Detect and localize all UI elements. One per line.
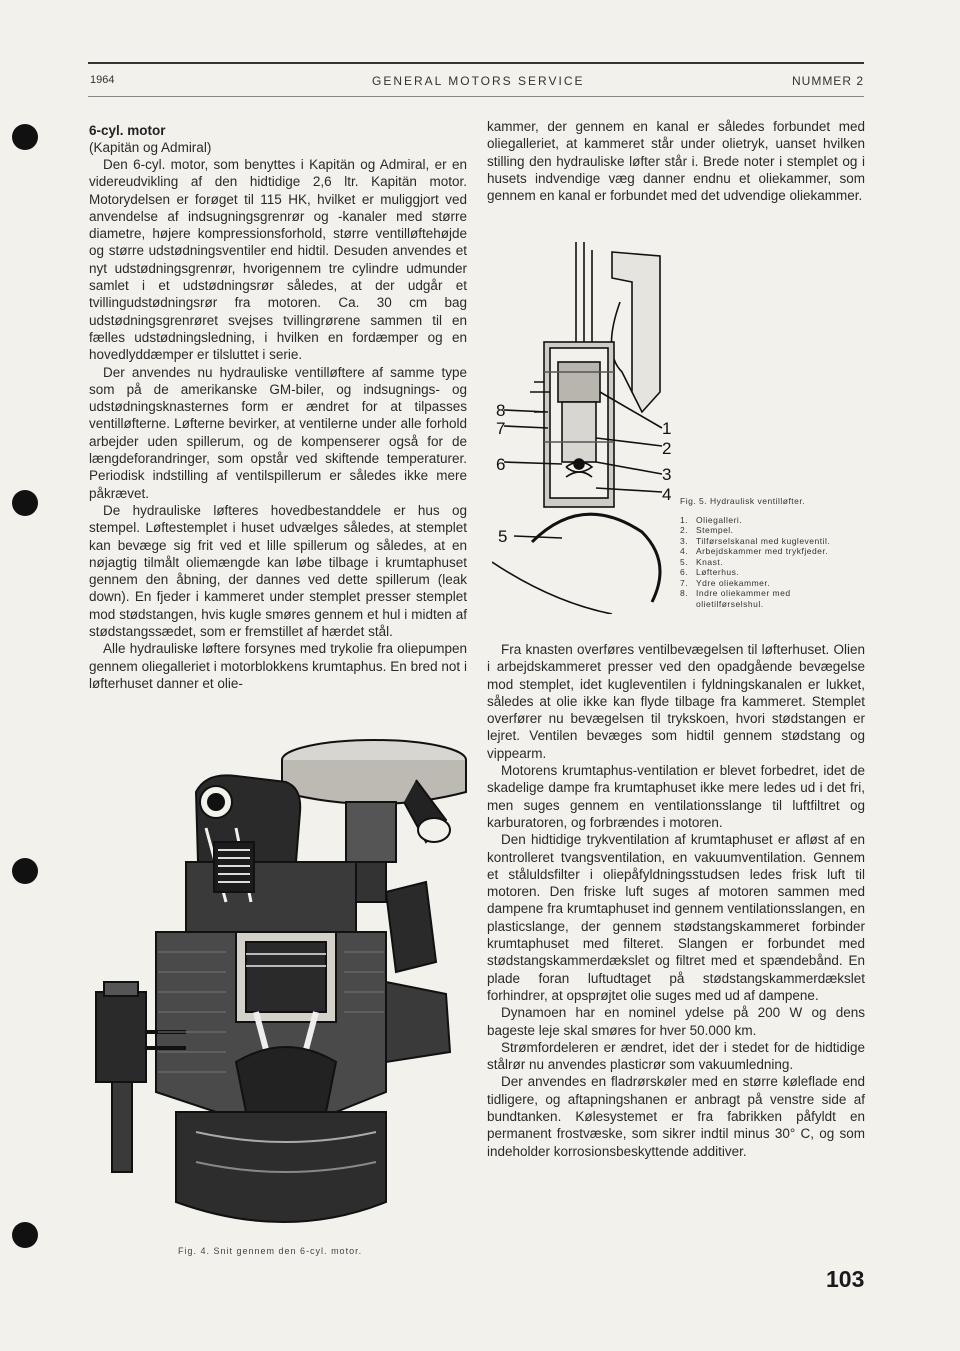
callout-label: 5: [498, 527, 508, 546]
callout-label: 7: [496, 419, 506, 438]
figure-5-caption: [680, 496, 860, 609]
callout-label: 6: [496, 455, 506, 474]
callout-label: 1: [662, 419, 672, 438]
legend-item: 6. Løfterhus.: [680, 567, 740, 577]
section-heading: 6-cyl. motor: [89, 123, 166, 138]
legend-item: 2. Stempel.: [680, 525, 734, 535]
punch-hole: [12, 490, 38, 516]
legend-item: 3. Tilførselskanal med kugleventil.: [680, 535, 831, 546]
paragraph: Den 6-cyl. motor, som benyttes i Kapitän og Admiral, er en videreudvikling af den hidtidige 2,6 ltr. Kapitän motor. Motorydelsen er forøget til 115 HK, hvilket er muliggjort ved anvendelse af indsugningsgrenrør og -kanaler med større diametre, højere kompressionsforhold, større ventilløftehøjde og større udstødningsventiler end hidtil. Desuden anvendes et nyt udstødningsgrenrør, hvorigennem tre cylindre udmunder samlet i et udstødningsrør således, at der udgår et tvillingudstødningsrør fra motoren. Ca. 30 cm bag udstødningsgrenrøret svejses tvillingrørene sammen til en fælles udstødningsledning, i hvilken en fordæmper og en hovedlyddæmper er tilsluttet i serie.: [89, 157, 467, 363]
paragraph: Der anvendes nu hydrauliske ventilløftere af samme type som på de amerikanske GM-biler, og indsugnings- og udstødningsknasternes form er ændret for at tilpasses ventilløfterne. Løfterne bevirker, at ventilerne under alle forhold arbejder uden spillerum, og de kompenserer også for de længdeforandringer, som opstår ved skiftende temperaturer. Periodisk indstilling af ventilspillerum er således ikke mere påkrævet.: [89, 364, 467, 501]
figure-5-legend: [680, 515, 860, 610]
punch-hole: [12, 858, 38, 884]
callout-label: 8: [496, 401, 506, 420]
header-rule-bottom: [88, 96, 864, 97]
header-issue: NUMMER 2: [791, 74, 864, 88]
right-column-top: [487, 118, 865, 204]
paragraph: kammer, der gennem en kanal er således forbundet med oliegalleriet, at kammeret står under olietryk, uanset hvilken stilling den hydrauliske løfter står i. Brede noter i stemplet og i husets indvendige væg danner endnu et oliekammer, som gennem en kanal er forbundet med det udvendige oliekammer.: [487, 119, 865, 204]
engine-cutaway-figure: [86, 732, 470, 1244]
paragraph: De hydrauliske løfteres hovedbestanddele er hus og stempel. Løftestemplet i huset udvælges således, at stemplet kan bevæge sig frit ved et lille spillerum og således, at en nøjagtig tilmålt oliemængde kan løbe tilbage i krumtaphuset gennem den åbning, der dannes ved dette spillerum (leak down). En fjeder i kammeret under stemplet presser stemplet mod stødstangen, hvis kugle smøres gennem et hul i midten af stødstangssædet, som er fremstillet af hærdet stål.: [89, 502, 467, 640]
figure-5-title: Fig. 5. Hydraulisk ventilløfter.: [680, 496, 806, 506]
header-rule-top: [88, 62, 864, 64]
callout-label: 2: [662, 439, 672, 458]
figure-4-caption: Fig. 4. Snit gennem den 6-cyl. motor.: [178, 1246, 363, 1256]
paragraph: Strømfordeleren er ændret, idet der i stedet for de hidtidige stålrør nu anvendes plasticrør som vakuumledning.: [487, 1039, 865, 1073]
paragraph: Fra knasten overføres ventilbevægelsen til løfterhuset. Olien i arbejdskammeret presser ved den opadgående bevægelse mod stemplet, idet kugleventilen i fyldningskanalen er lukket, således at olie ikke kan flyde tilbage fra kammeret. Stemplet overfører nu bevægelsen til trykskoen, hvori stødstangen er lejret. Ventilen bevæges som hidtil gennem stødstang og vippearm.: [487, 642, 865, 761]
legend-item: 4. Arbejdskammer med trykfjeder.: [680, 546, 829, 556]
paragraph: Alle hydrauliske løftere forsynes med trykolie fra oliepumpen gennem oliegalleriet i motorblokkens krumtaphus. En bred not i løfterhuset danner et olie-: [89, 641, 467, 691]
paragraph: Dynamoen har en nominel ydelse på 200 W og dens bageste leje skal smøres for hver 50.000 km.: [487, 1005, 865, 1038]
header-title: GENERAL MOTORS SERVICE: [372, 74, 585, 88]
section-subheading: (Kapitän og Admiral): [89, 140, 212, 155]
punch-hole: [12, 1222, 38, 1248]
paragraph: Der anvendes en fladrørskøler med en større køleflade end tidligere, og aftapningshanen er anbragt på venstre side af bundtanken. Kølesystemet er fra fabrikken påfyldt en permanent frostvæske, som sikrer indtil minus 30° C, og som indeholder korrosionsbeskyttende additiver.: [487, 1074, 865, 1159]
hydraulic-lifter-figure: [492, 242, 682, 614]
left-column: [89, 122, 467, 692]
callout-label: 3: [662, 465, 672, 484]
legend-item: 8. Indre oliekammer med olietilførselshul.: [680, 588, 791, 609]
paragraph: Den hidtidige trykventilation af krumtaphuset er afløst af en kontrolleret tvangsventilation, en vakuumventilation. Gennem et ståluldsfilter i oliepåfyldningsstudsen ledes frisk luft til motoren. Den friske luft suges af motoren sammen med dampene fra krumtaphuset ind gennem ventilationsslangen, en plasticslange, der gennem stødstangskammeret forbinder krumtaphuset med filteret. Slangen er forbundet med stødstangskammerdækslet og filtret med et spændebånd. En plade foran luftudtaget på stødstangskammerdækslet forhindrer, at opsprøjtet olie suges med ud af dampene.: [487, 832, 865, 1003]
punch-hole: [12, 124, 38, 150]
legend-item: 1. Oliegalleri.: [680, 514, 743, 525]
header-year: 1964: [90, 74, 115, 86]
paragraph: Motorens krumtaphus-ventilation er blevet forbedret, idet de skadelige dampe fra krumtaphuset ikke mere ledes ud i det fri, men suges gennem en ventilationsslange til luftfiltret og karburatoren, og forbrændes i motoren.: [487, 763, 865, 830]
right-column-bottom: [487, 641, 865, 1160]
legend-item: 5. Knast.: [680, 556, 724, 567]
page-number: 103: [826, 1266, 865, 1292]
legend-item: 7. Ydre oliekammer.: [680, 577, 771, 588]
callout-label: 4: [662, 485, 672, 504]
